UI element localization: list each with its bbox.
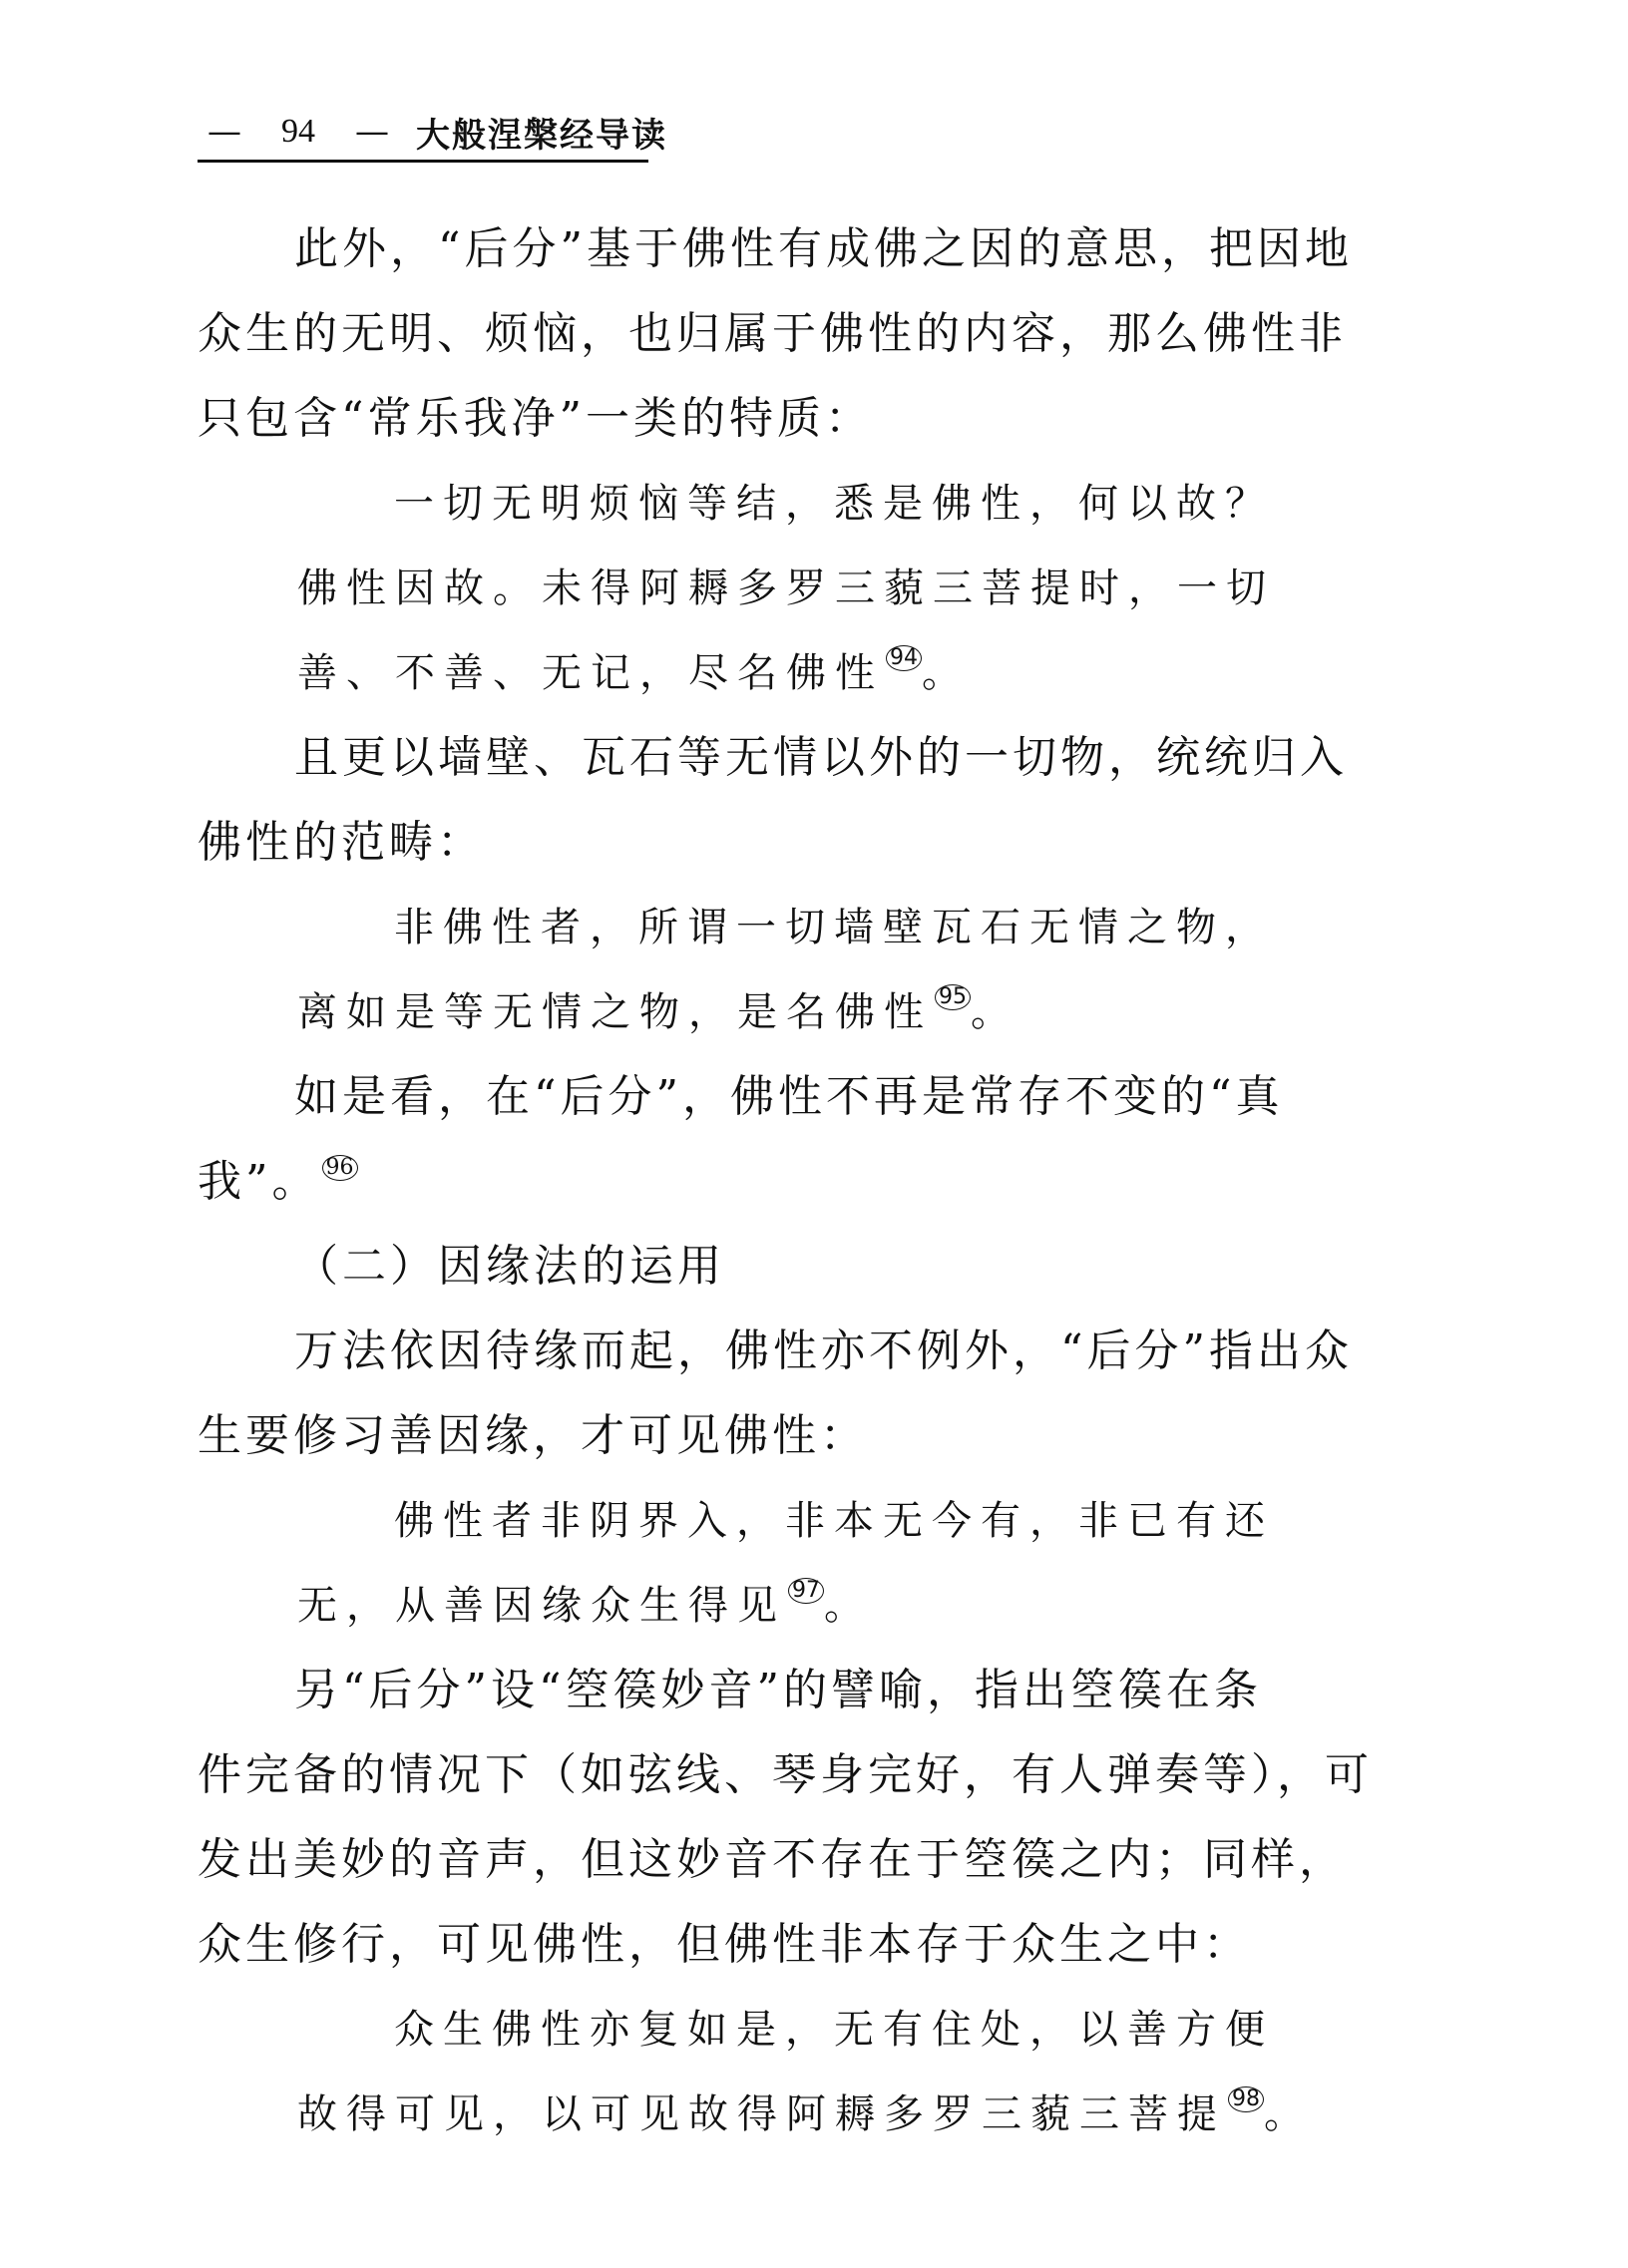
body-line: 只包含“常乐我净”一类的特质： <box>198 393 873 444</box>
section-heading: （二）因缘法的运用 <box>294 1241 725 1292</box>
body-line: 佛性的范畴： <box>198 817 485 868</box>
quote-line: 一切无明烦恼等结，悉是佛性，何以故？ <box>394 481 1274 527</box>
body-line: 发出美妙的音声，但这妙音不存在于箜篌之内；同样， <box>198 1834 1347 1885</box>
body-line: 万法依因待缘而起，佛性亦不例外，“后分”指出众 <box>294 1325 1353 1376</box>
quote-line: 无，从善因缘众生得见 97 。 <box>297 1578 873 1629</box>
body-line: 众生的无明、烦恼，也归属于佛性的内容，那么佛性非 <box>198 308 1347 359</box>
body-line: 此外，“后分”基于佛性有成佛之因的意思，把因地 <box>294 223 1353 274</box>
header-dash-left: — <box>207 112 241 152</box>
body-line: 如是看，在“后分”，佛性不再是常存不变的“真 <box>294 1071 1284 1122</box>
header-dash-right: — <box>355 112 389 152</box>
body-line: 且更以墙壁、瓦石等无情以外的一切物，统统归入 <box>294 732 1348 783</box>
quote-line: 故得可见，以可见故得阿耨多罗三藐三菩提 98 。 <box>297 2086 1313 2137</box>
header-rule <box>198 160 648 163</box>
footnote-marker: 97 <box>788 1578 824 1604</box>
body-line: 生要修习善因缘，才可见佛性： <box>198 1410 868 1461</box>
quote-line: 善、不善、无记，尽名佛性 94 。 <box>297 645 971 696</box>
footnote-marker: 95 <box>935 984 971 1010</box>
body-line: 件完备的情况下（如弦线、琴身完好，有人弹奏等），可 <box>198 1749 1373 1800</box>
body-line: 我”。 96 <box>198 1147 358 1217</box>
quote-line: 离如是等无情之物，是名佛性 95 。 <box>297 984 1019 1035</box>
body-line: 众生修行，可见佛性，但佛性非本存于众生之中： <box>198 1919 1251 1970</box>
quote-line: 非佛性者，所谓一切墙壁瓦石无情之物， <box>394 905 1274 950</box>
quote-line: 佛性者非阴界入，非本无今有，非已有还 <box>394 1498 1274 1544</box>
footnote-marker: 96 <box>322 1155 358 1181</box>
quote-line: 众生佛性亦复如是，无有住处，以善方便 <box>394 2007 1274 2053</box>
body-line: 另“后分”设“箜篌妙音”的譬喻，指出箜篌在条 <box>294 1665 1262 1715</box>
footnote-marker: 94 <box>886 645 922 671</box>
footnote-marker: 98 <box>1228 2086 1264 2112</box>
quote-line: 佛性因故。未得阿耨多罗三藐三菩提时，一切 <box>297 566 1275 611</box>
running-header <box>204 108 667 156</box>
book-title: 大般涅槃经导读 <box>416 115 667 156</box>
page-number: 94 <box>281 113 315 150</box>
